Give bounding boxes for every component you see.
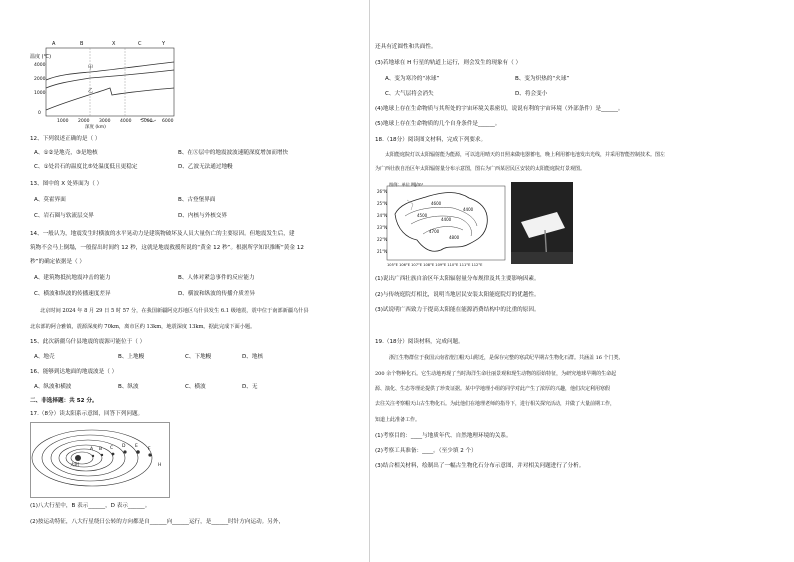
q12-option-a[interactable]: A、①②是地壳，③是地核 bbox=[34, 150, 98, 156]
graph-mark-b: B bbox=[80, 41, 84, 47]
map-lat-label: 25°N bbox=[377, 201, 388, 206]
guangxi-map-svg bbox=[377, 180, 507, 270]
q18-part-3: (3)试说明广西致力于提高太阳能在能源消费结构中的比重的原因。 bbox=[375, 307, 540, 313]
q17-3-option-b[interactable]: B、变为炽热的“火球” bbox=[515, 76, 570, 82]
graph-mark-a: A bbox=[52, 41, 56, 47]
graph-x-tick: 1000 bbox=[57, 119, 69, 124]
graph-mark-y: Y bbox=[162, 41, 166, 47]
map-legend: 图例：单位 MJ/m² bbox=[389, 182, 424, 187]
q18-stem: 18.（18分）阅读图文材料，完成下列要求。 bbox=[375, 137, 487, 143]
q15-stem: 15、此次新疆乌什县地震的震源可能位于（ ） bbox=[30, 339, 146, 345]
graph-x-tick: 6000 bbox=[162, 119, 174, 124]
map-lon-labels: 105°E 106°E 107°E 108°E 109°E 110°E 111°E 112°E bbox=[387, 263, 483, 267]
q18-text-line-2: 为广西壮族自治区年太阳辐射量分布示意图，图右为广西某居民区安装的太阳能庭院灯景观图。 bbox=[375, 166, 586, 172]
q17-3-option-c[interactable]: C、大气层将会消失 bbox=[385, 91, 434, 97]
curve-label-yi: 乙 bbox=[88, 88, 94, 94]
q17-part-1: (1)八大行星中，B 表示______，D 表示______。 bbox=[30, 503, 151, 509]
q15-option-c[interactable]: C、下地幔 bbox=[185, 354, 212, 360]
planet-label-h: H bbox=[158, 463, 162, 468]
q16-option-b[interactable]: B、纵波 bbox=[118, 384, 139, 390]
graph-y-tick: 2000 bbox=[34, 77, 46, 82]
q12-option-d[interactable]: D、乙波无法通过地幔 bbox=[178, 164, 233, 170]
q13-option-a[interactable]: A、莫霍界面 bbox=[34, 197, 66, 203]
q13-stem: 13、图中的 X 处界面为（ ） bbox=[30, 181, 103, 187]
map-value: 4800 bbox=[449, 235, 460, 240]
q14-option-b[interactable]: B、人体对紧急事件的反应能力 bbox=[178, 275, 255, 281]
curve-jia bbox=[46, 62, 174, 80]
planet-label-d: D bbox=[122, 444, 126, 449]
q15-option-a[interactable]: A、地壳 bbox=[34, 354, 55, 360]
curve-label-jia: 甲 bbox=[88, 65, 94, 71]
graph-y-label: 温度 (℃) bbox=[30, 54, 52, 60]
q19-stem: 19.（18分）阅读材料，完成问题。 bbox=[375, 339, 464, 345]
q17-part-5: (5)地球上存在生命物质的几个自身条件是______。 bbox=[375, 121, 501, 127]
q17-3-option-d[interactable]: D、将会变小 bbox=[515, 91, 548, 97]
map-value: 4500 bbox=[417, 213, 428, 218]
news-line-1: 北京时间 2024 年 8 月 29 日 5 时 57 分，在我国新疆阿克苏地区乌什县发生 6.1 级地震，震中位于南部新疆乌什县 bbox=[40, 308, 309, 314]
sun-label: 太阳 bbox=[70, 463, 79, 468]
q14-option-a[interactable]: A、建筑物抵抗地震冲击的能力 bbox=[34, 275, 111, 281]
graph-y-tick: 4000 bbox=[34, 63, 46, 68]
q16-stem: 16、能够到达地面的地震波是（ ） bbox=[30, 369, 118, 375]
column-divider bbox=[369, 0, 370, 562]
q19-part-2: (2)考察工具准备：____。（至少填 2 个） bbox=[375, 448, 477, 454]
q13-option-b[interactable]: B、古登堡界面 bbox=[178, 197, 216, 203]
q14-option-d[interactable]: D、横波和纵波的传播介质差异 bbox=[178, 291, 256, 297]
map-lat-label: 23°N bbox=[377, 225, 388, 230]
q14-option-c[interactable]: C、横波和纵波的传播速度差异 bbox=[34, 291, 111, 297]
q19-text-line-2: 200 余个物种化石。它生动地再现了当时海洋生命壮丽景观和现生动物的原始特征，为研究地球早期的生命起 bbox=[375, 371, 617, 377]
map-lat-label: 21°N bbox=[377, 249, 388, 254]
graph-x-tick: 5000 bbox=[141, 119, 153, 124]
curve-jia-lower bbox=[46, 70, 174, 88]
temperature-depth-graph bbox=[30, 40, 180, 132]
q13-option-c[interactable]: C、岩石圈与软流层交界 bbox=[34, 213, 94, 219]
q17-3-option-a[interactable]: A、变为寒冷的“冰球” bbox=[385, 76, 440, 82]
q19-text-line-4: 去往关注考察帽天山古生物化石。为此他们在地理老师的指导下，进行相关探究活动，并做了大量前期工作， bbox=[375, 401, 616, 407]
graph-x-tick: 3000 bbox=[99, 119, 111, 124]
planet-label-c: C bbox=[110, 446, 114, 451]
map-value: 4600 bbox=[431, 201, 442, 206]
section-2-heading: 二、非选择题：共 52 分。 bbox=[30, 398, 98, 404]
q17-part-2: (2)按运动特征，八大行星绕日公转的方向都是自______向______运行，是______时针方向运动。另外， bbox=[30, 519, 285, 525]
curve-yi bbox=[46, 88, 174, 110]
q12-option-c[interactable]: C、①处岩石的温度比⑤处温度低且更稳定 bbox=[34, 164, 138, 170]
q19-text-line-1: 浙江生物群位于我国云南省澄江帽天山附近，是保存完整的寒武纪早期古生物化石群。共涵盖 16 个门类、 bbox=[389, 355, 624, 361]
graph-x-label: 深度 (km) bbox=[85, 125, 106, 130]
q19-text-line-5: 知道上此准备工作。 bbox=[375, 417, 421, 423]
map-lat-label: 22°N bbox=[377, 237, 388, 242]
graph-mark-x: X bbox=[112, 41, 116, 47]
q18-part-2: (2)与传统庭院灯相比，说明当地居民安装太阳能庭院灯的优越性。 bbox=[375, 292, 540, 298]
graph-y-tick: 1000 bbox=[34, 91, 46, 96]
q13-option-d[interactable]: D、内核与外核交界 bbox=[178, 213, 228, 219]
q18-text-line-1: 太阳能庭院灯以太阳辐射能为能源，可以选用晴天的日照来做电器蓄电，晚上利用蓄电池发出光线，并采用智能控制技术。图左 bbox=[385, 152, 666, 158]
guangxi-radiation-map bbox=[377, 180, 507, 270]
solar-system-diagram bbox=[30, 422, 170, 498]
q19-part-3: (3)结合相关材料，绘制出了一幅古生物化石分布示意图，并对相关问题进行了分析。 bbox=[375, 463, 585, 469]
q17-stem: 17.（8分）读太阳系示意图，回答下列问题。 bbox=[30, 411, 144, 417]
solar-lamp-photo bbox=[511, 182, 573, 264]
graph-x-tick: 2000 bbox=[78, 119, 90, 124]
q19-part-1: (1)考察目的：____与地质年代、自然地理环境的关系。 bbox=[375, 433, 512, 439]
news-line-2: 北东部的阿合雅镇，震源深度约 70km，离市区约 13km，地震深度 13km。据此完成下面小题。 bbox=[30, 324, 256, 330]
sun-icon bbox=[75, 455, 81, 461]
graph-mark-c: C bbox=[138, 41, 142, 47]
planet-label-a: A bbox=[90, 447, 94, 452]
map-value: 4700 bbox=[429, 229, 440, 234]
q17-continued: 还具有近圆性和共面性。 bbox=[375, 44, 437, 50]
map-value: 4400 bbox=[463, 207, 474, 212]
q19-text-line-3: 源、演化、生态等理论提供了珍贵证据。某中学地理小组的同学对此产生了浓厚的兴趣，他们决定利用寒假 bbox=[375, 386, 611, 392]
planet-label-b: B bbox=[99, 447, 103, 452]
q12-stem: 12、下列叙述正确的是（ ） bbox=[30, 136, 101, 142]
graph-y-tick: 0 bbox=[38, 111, 41, 116]
solar-system-svg bbox=[30, 422, 170, 498]
q18-part-1: (1)说出广西壮族自治区年太阳辐射量分布规律及其主要影响因素。 bbox=[375, 276, 540, 282]
q17-part-4: (4)地球上存在生命物质与其所处的宇宙环境关系密切，说说有利的宇宙环境（外部条件）是______。 bbox=[375, 106, 624, 112]
planet-label-e: E bbox=[135, 444, 138, 449]
map-lat-label: 24°N bbox=[377, 213, 388, 218]
q15-option-b[interactable]: B、上地幔 bbox=[118, 354, 145, 360]
q12-option-b[interactable]: B、在Ⓧ层中的地震波波速随深度增加而增快 bbox=[178, 150, 289, 156]
planet-label-f: F bbox=[148, 447, 151, 452]
solar-lamp-svg bbox=[511, 182, 573, 264]
q17-part-3: (3)若地球在 H 行星的轨道上运行，则会发生的现象有（ ） bbox=[375, 60, 522, 66]
graph-x-tick: 4000 bbox=[120, 119, 132, 124]
map-value: 4400 bbox=[441, 217, 452, 222]
q14-line-3: 秒”的确定依据是（ ） bbox=[30, 259, 86, 265]
q14-line-1: 14、一般认为，地震发生时横波的水平晃动力是建筑物破坏及人员大量伤亡的主要原因。但地震发生后，建 bbox=[30, 231, 295, 237]
q16-option-d[interactable]: D、无 bbox=[242, 384, 258, 390]
map-lat-label: 26°N bbox=[377, 189, 388, 194]
q15-option-d[interactable]: D、地核 bbox=[242, 354, 264, 360]
q16-option-a[interactable]: A、纵波和横波 bbox=[34, 384, 72, 390]
q16-option-c[interactable]: C、横波 bbox=[185, 384, 206, 390]
q14-line-2: 筑物不会马上倒塌，一般留出时间约 12 秒，这就是地震救援所说的“黄金 12 秒”。根据所学知识推断“黄金 12 bbox=[30, 245, 304, 251]
